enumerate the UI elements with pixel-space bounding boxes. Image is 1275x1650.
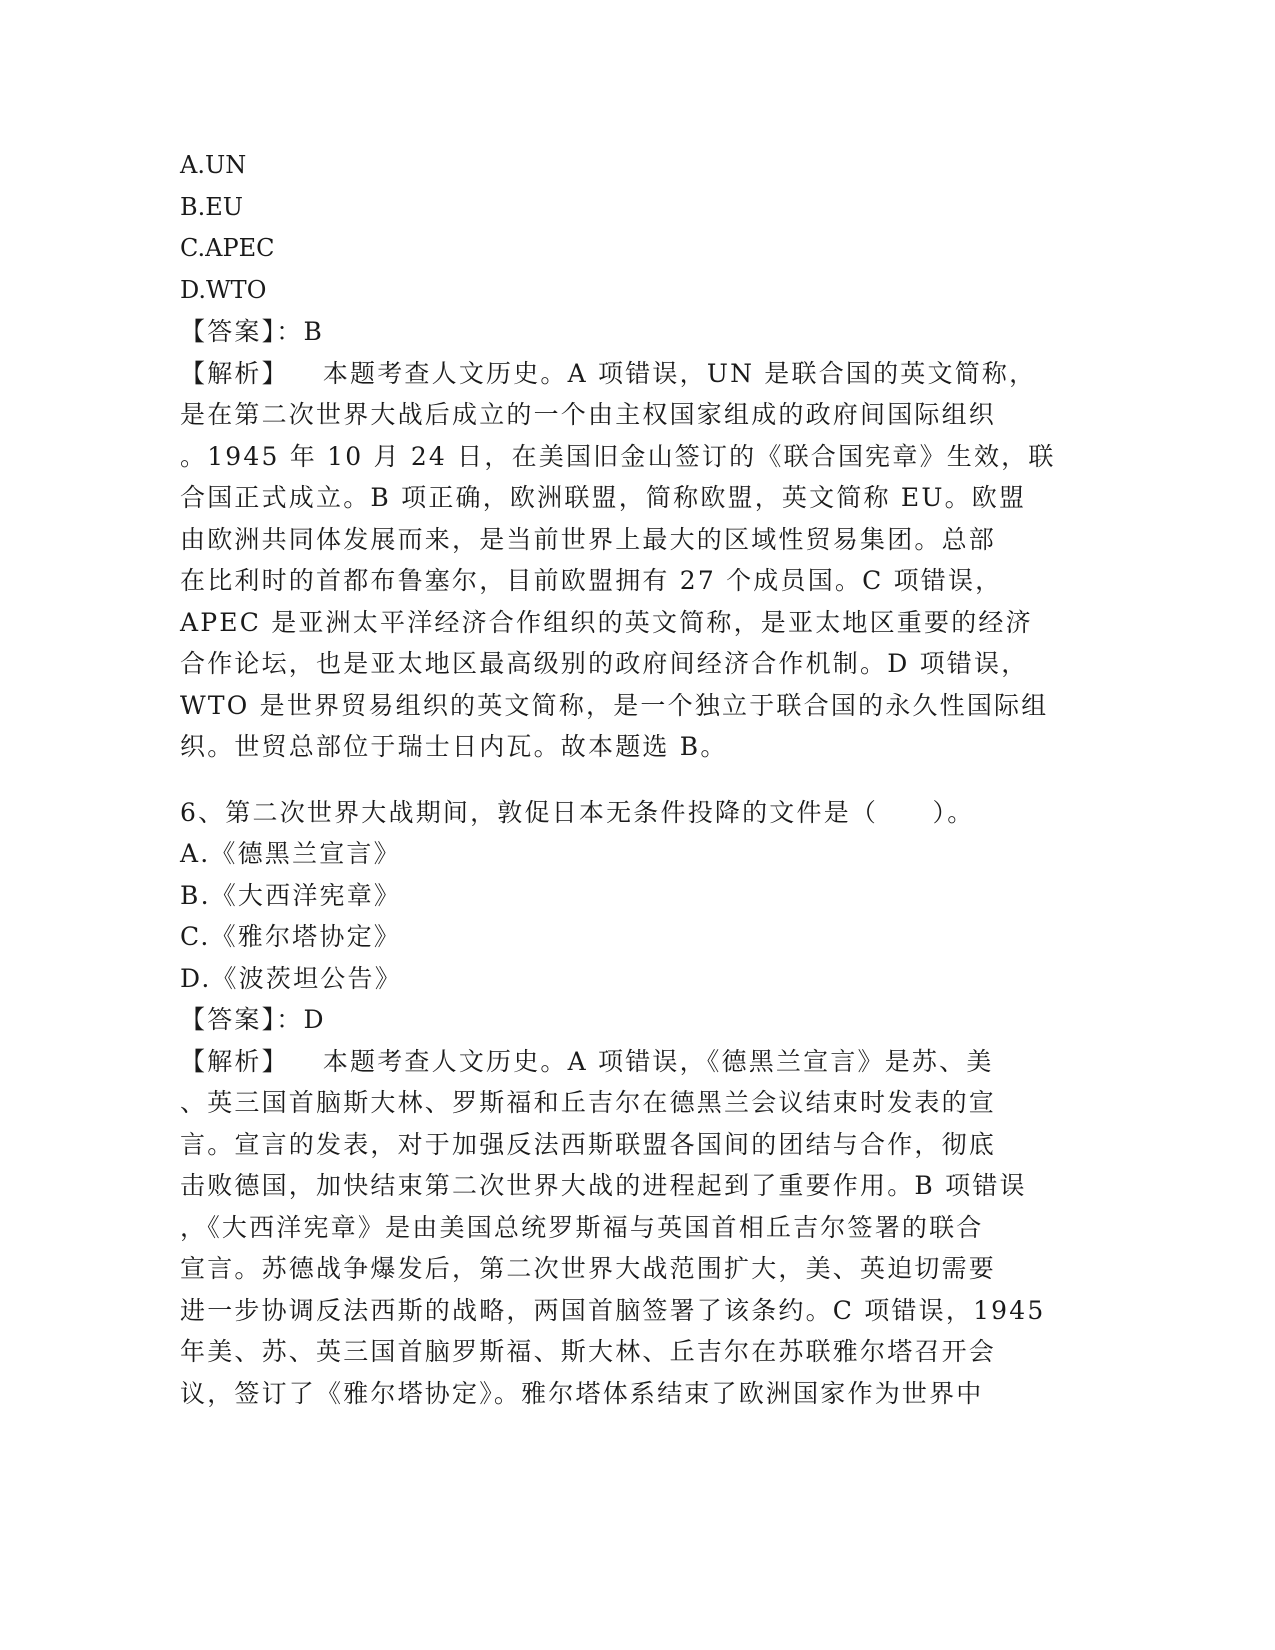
q6-option-b: B.《大西洋宪章》 (180, 880, 402, 910)
q6-answer: 【答案】：D (180, 1005, 326, 1034)
q6-analysis-first-line (180, 1041, 1040, 1083)
q6-analysis-line: 言。宣言的发表，对于加强反法西斯联盟各国间的团结与合作，彻底 (180, 1129, 997, 1159)
q5-analysis-line: 合作论坛，也是亚太地区最高级别的政府间经济合作机制。D 项错误， (180, 649, 1029, 678)
q6-analysis-line: 进一步协调反法西斯的战略，两国首脑签署了该条约。C 项错误，1945 (180, 1295, 1046, 1325)
q5-option-d: D.WTO (180, 275, 267, 304)
q6-analysis-line: 议，签订了《雅尔塔协定》。雅尔塔体系结束了欧洲国家作为世界中 (180, 1378, 984, 1408)
q6-analysis-line: 本题考查人文历史。A 项错误，《德黑兰宣言》是苏、美 (322, 1046, 994, 1076)
q5-analysis-line: WTO 是世界贸易组织的英文简称，是一个独立于联合国的永久性国际组 (180, 690, 1049, 720)
q6-options (180, 833, 1040, 999)
q6-analysis-line: 击败德国，加快结束第二次世界大战的进程起到了重要作用。B 项错误 (180, 1171, 1027, 1200)
q5-analysis-line: 织。世贸总部位于瑞士日内瓦。故本题选 B。 (180, 732, 728, 761)
q5-analysis-line: 由欧洲共同体发展而来，是当前世界上最大的区域性贸易集团。总部 (180, 524, 997, 554)
q5-option-c: C.APEC (180, 234, 275, 262)
q5-option-a: A.UN (180, 151, 247, 179)
q5-options (180, 145, 1040, 311)
q5-option-b: B.EU (180, 192, 244, 221)
q5-analysis-line: 本题考查人文历史。A 项错误，UN 是联合国的英文简称， (322, 358, 1037, 388)
q6-analysis-label: 【解析】 (180, 1046, 289, 1076)
q5-analysis-line: 在比利时的首都布鲁塞尔，目前欧盟拥有 27 个成员国。C 项错误， (180, 566, 1003, 595)
q6-analysis-line: 、英三国首脑斯大林、罗斯福和丘吉尔在德黑兰会议结束时发表的宣 (180, 1088, 997, 1117)
q5-analysis (180, 353, 1056, 768)
q5-answer: 【答案】：B (180, 317, 325, 346)
q5-analysis-line: 是在第二次世界大战后成立的一个由主权国家组成的政府间国际组织 (180, 400, 997, 429)
q5-analysis-line: APEC 是亚洲太平洋经济合作组织的英文简称，是亚太地区重要的经济 (180, 607, 1033, 637)
q5-analysis-line: 。1945 年 10 月 24 日，在美国旧金山签订的《联合国宪章》生效，联 (180, 441, 1056, 471)
q6-analysis-line: 年美、苏、英三国首脑罗斯福、斯大林、丘吉尔在苏联雅尔塔召开会 (180, 1337, 997, 1366)
q5-analysis-line: 合国正式成立。B 项正确，欧洲联盟，简称欧盟，英文简称 EU。欧盟 (180, 483, 1027, 512)
q6-question: 6、第二次世界大战期间，敦促日本无条件投降的文件是（ ）。 (180, 797, 975, 827)
q6-analysis-line: 宣言。苏德战争爆发后，第二次世界大战范围扩大，美、英迫切需要 (180, 1254, 997, 1283)
q6-option-c: C.《雅尔塔协定》 (180, 922, 401, 951)
question-spacer (180, 768, 1040, 792)
q5-analysis-first-line (180, 353, 1040, 395)
document-page (180, 145, 1056, 1414)
q6-analysis (180, 1041, 1046, 1415)
q6-analysis-line: ，《大西洋宪章》是由美国总统罗斯福与英国首相丘吉尔签署的联合 (180, 1212, 984, 1242)
q6-option-a: A.《德黑兰宣言》 (180, 839, 401, 868)
q5-analysis-label: 【解析】 (180, 358, 289, 388)
q6-option-d: D.《波茨坦公告》 (180, 963, 402, 993)
